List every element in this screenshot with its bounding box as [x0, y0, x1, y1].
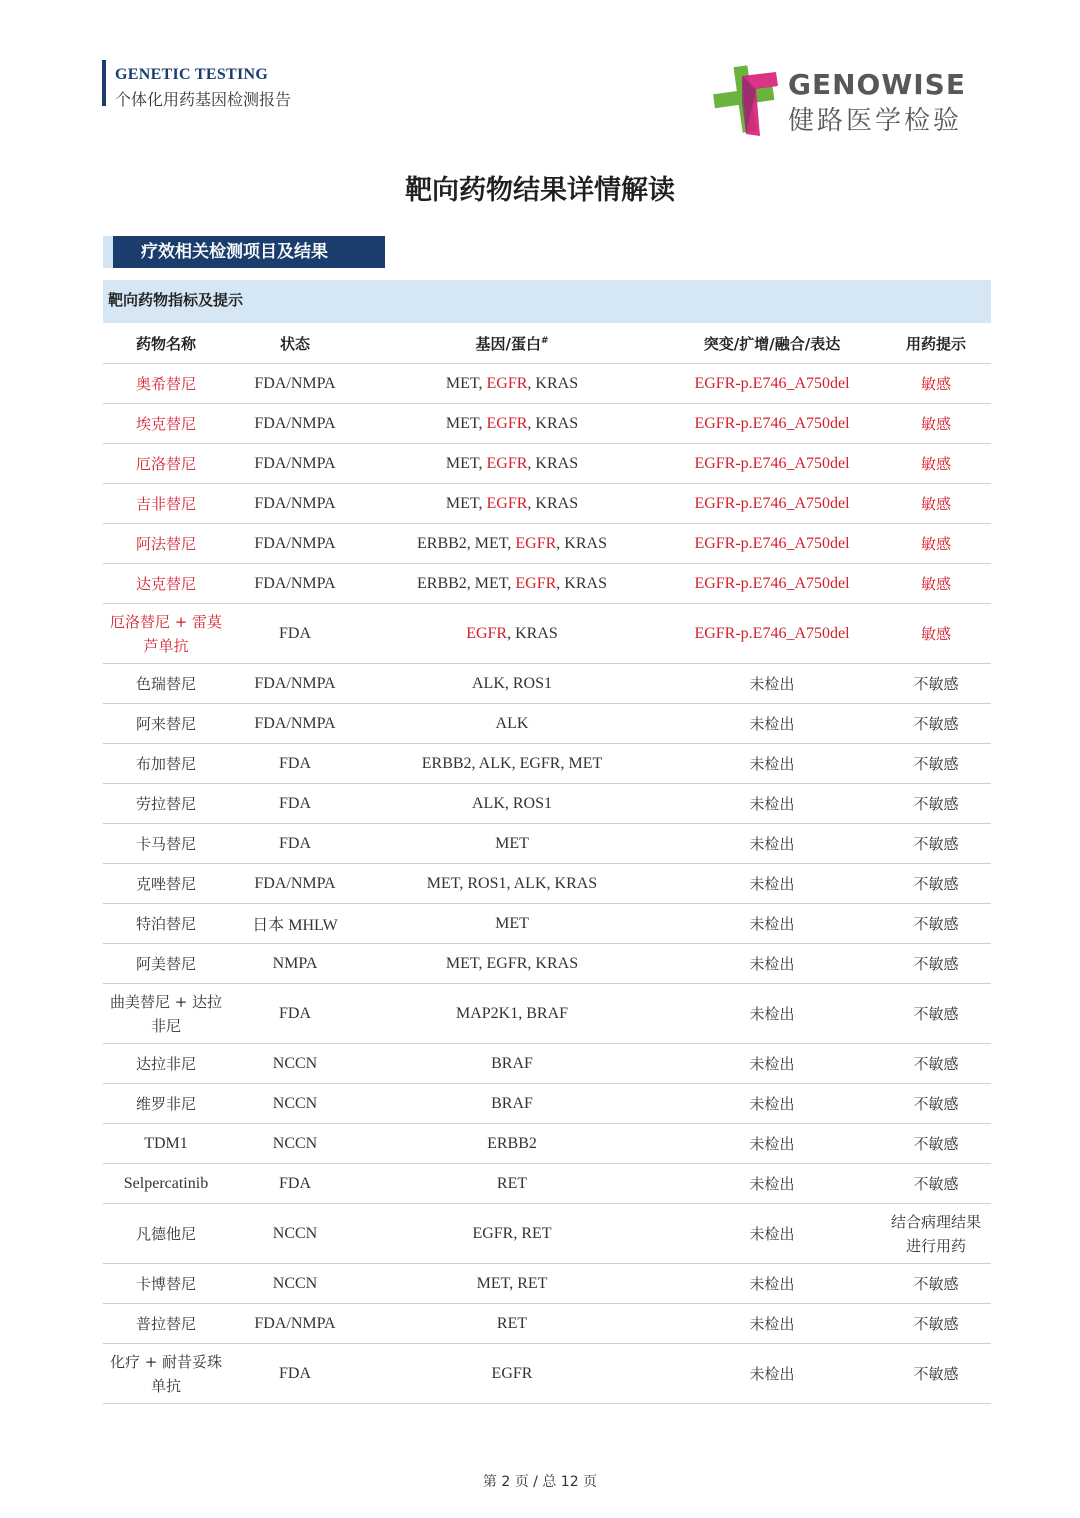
gene-name: KRAS: [554, 874, 598, 892]
mutation-result-cell: EGFR-p.E746_A750del: [663, 604, 881, 664]
logo-name-cn: 健路医学检验: [788, 106, 963, 136]
drug-name-cell: 凡德他尼: [103, 1204, 229, 1264]
gene-name: KRAS: [535, 454, 579, 472]
gene-name: ERBB2: [421, 754, 472, 772]
column-header-tip: 用药提示: [881, 324, 991, 364]
table-row: [103, 1344, 991, 1404]
gene-list-cell: MAP2K1, BRAF: [361, 984, 663, 1044]
drug-name-cell: 克唑替尼: [103, 864, 229, 904]
drug-name-cell: 布加替尼: [103, 744, 229, 784]
drug-tip-cell: 不敏感: [881, 904, 991, 944]
mutation-result-cell: 未检出: [663, 1164, 881, 1204]
approval-status-cell: FDA/NMPA: [229, 524, 361, 564]
gene-name: BRAF: [491, 1094, 533, 1112]
approval-status-cell: FDA/NMPA: [229, 444, 361, 484]
drug-name-cell: 厄洛替尼: [103, 444, 229, 484]
gene-name: MET: [445, 374, 479, 392]
gene-name: ROS1: [467, 874, 507, 892]
mutation-result-cell: 未检出: [663, 904, 881, 944]
drug-name-cell: 达拉非尼: [103, 1044, 229, 1084]
drug-tip-cell: 不敏感: [881, 944, 991, 984]
gene-list-cell: MET, EGFR, KRAS: [361, 944, 663, 984]
gene-list-cell: MET, EGFR, KRAS: [361, 364, 663, 404]
mutation-result-cell: 未检出: [663, 784, 881, 824]
approval-status-cell: FDA/NMPA: [229, 704, 361, 744]
drug-tip-cell: 敏感: [881, 444, 991, 484]
mutation-result-cell: EGFR-p.E746_A750del: [663, 404, 881, 444]
mutation-result-cell: 未检出: [663, 1204, 881, 1264]
gene-list-cell: ERBB2, ALK, EGFR, MET: [361, 744, 663, 784]
gene-name: ROS1: [512, 794, 552, 812]
mutation-result-cell: EGFR-p.E746_A750del: [663, 564, 881, 604]
section-title: 疗效相关检测项目及结果: [113, 236, 385, 268]
gene-list-cell: MET, EGFR, KRAS: [361, 484, 663, 524]
drug-tip-cell: 不敏感: [881, 984, 991, 1044]
company-logo: [712, 62, 982, 138]
table-row: [103, 364, 991, 404]
table-row: [103, 404, 991, 444]
table-row: [103, 524, 991, 564]
approval-status-cell: FDA/NMPA: [229, 664, 361, 704]
drug-name-cell: 埃克替尼: [103, 404, 229, 444]
approval-status-cell: FDA: [229, 1164, 361, 1204]
drug-name-cell: 奥希替尼: [103, 364, 229, 404]
mutation-result-cell: 未检出: [663, 1304, 881, 1344]
gene-name: RET: [517, 1274, 548, 1292]
table-row: [103, 564, 991, 604]
gene-name: MET: [476, 1274, 510, 1292]
gene-name: ALK: [513, 874, 547, 892]
drug-tip-cell: 不敏感: [881, 1084, 991, 1124]
mutation-result-cell: 未检出: [663, 704, 881, 744]
table-row: [103, 1304, 991, 1344]
gene-name: EGFR: [486, 414, 528, 432]
gene-name: RET: [521, 1224, 552, 1242]
table-row: [103, 984, 991, 1044]
page-number: 第 2 页 / 总 12 页: [482, 1474, 598, 1490]
gene-name: EGFR: [491, 1364, 533, 1382]
drug-tip-cell: 不敏感: [881, 864, 991, 904]
gene-name: EGFR: [515, 574, 557, 592]
gene-list-cell: ALK, ROS1: [361, 664, 663, 704]
gene-name: RET: [496, 1174, 528, 1192]
header-title-cn: 个体化用药基因检测报告: [115, 90, 292, 109]
gene-name: MET: [568, 754, 603, 772]
gene-list-cell: [361, 824, 663, 864]
gene-name: MET: [495, 834, 529, 852]
table-row: [103, 1044, 991, 1084]
table-row: [103, 444, 991, 484]
approval-status-cell: FDA: [229, 604, 361, 664]
gene-name: ERBB2: [417, 534, 467, 552]
mutation-result-cell: 未检出: [663, 984, 881, 1044]
table-row: [103, 1124, 991, 1164]
approval-status-cell: 日本 MHLW: [229, 904, 361, 944]
table-row: [103, 824, 991, 864]
gene-name: EGFR: [515, 534, 557, 552]
approval-status-cell: FDA: [229, 984, 361, 1044]
approval-status-cell: NCCN: [229, 1044, 361, 1084]
drug-name-cell: 阿美替尼: [103, 944, 229, 984]
gene-name: ALK: [471, 674, 505, 692]
drug-tip-cell: 不敏感: [881, 744, 991, 784]
drug-name-cell: 吉非替尼: [103, 484, 229, 524]
approval-status-cell: FDA/NMPA: [229, 864, 361, 904]
gene-name: KRAS: [535, 414, 579, 432]
gene-list-cell: [361, 704, 663, 744]
header-title-en: GENETIC TESTING: [115, 66, 269, 83]
gene-list-cell: MET, EGFR, KRAS: [361, 444, 663, 484]
drug-tip-cell: 不敏感: [881, 824, 991, 864]
approval-status-cell: FDA/NMPA: [229, 484, 361, 524]
table-row: [103, 1264, 991, 1304]
approval-status-cell: FDA/NMPA: [229, 1304, 361, 1344]
table-row: [103, 604, 991, 664]
drug-name-cell: 维罗非尼: [103, 1084, 229, 1124]
table-row: [103, 1164, 991, 1204]
gene-list-cell: ERBB2, MET, EGFR, KRAS: [361, 564, 663, 604]
table-header-row: [103, 324, 991, 364]
drug-tip-cell: 不敏感: [881, 784, 991, 824]
gene-list-cell: [361, 1304, 663, 1344]
column-header-gene-label: 基因/蛋白: [475, 335, 541, 353]
drug-tip-cell: 敏感: [881, 364, 991, 404]
drug-name-cell: 特泊替尼: [103, 904, 229, 944]
gene-name: ROS1: [512, 674, 552, 692]
drug-name-cell: TDM1: [103, 1124, 229, 1164]
logo-name-en: GENOWISE: [788, 68, 966, 101]
gene-name: KRAS: [535, 954, 579, 972]
gene-list-cell: [361, 1124, 663, 1164]
drug-results-table: [103, 324, 991, 1404]
gene-name: KRAS: [515, 624, 558, 642]
mutation-result-cell: EGFR-p.E746_A750del: [663, 524, 881, 564]
column-header-gene: [361, 324, 663, 364]
table-row: [103, 664, 991, 704]
drug-tip-cell: 敏感: [881, 604, 991, 664]
column-header-mutation: 突变/扩增/融合/表达: [663, 324, 881, 364]
drug-tip-cell: 敏感: [881, 404, 991, 444]
table-row: [103, 484, 991, 524]
mutation-result-cell: 未检出: [663, 944, 881, 984]
page-title: 靶向药物结果详情解读: [405, 175, 675, 206]
mutation-result-cell: 未检出: [663, 1124, 881, 1164]
gene-list-cell: EGFR, RET: [361, 1204, 663, 1264]
section-header: [103, 236, 385, 268]
gene-list-cell: MET, RET: [361, 1264, 663, 1304]
approval-status-cell: NCCN: [229, 1124, 361, 1164]
gene-name: EGFR: [472, 1224, 514, 1242]
mutation-result-cell: 未检出: [663, 1264, 881, 1304]
column-header-status: 状态: [229, 324, 361, 364]
gene-name: KRAS: [535, 374, 579, 392]
gene-name: EGFR: [519, 754, 561, 772]
table-row: [103, 904, 991, 944]
gene-name: EGFR: [466, 624, 508, 642]
approval-status-cell: FDA/NMPA: [229, 564, 361, 604]
drug-name-cell: 达克替尼: [103, 564, 229, 604]
header-accent-bar: [102, 60, 106, 106]
gene-name: ERBB2: [417, 574, 467, 592]
column-header-drug: 药物名称: [103, 324, 229, 364]
gene-name: MET: [474, 574, 508, 592]
mutation-result-cell: EGFR-p.E746_A750del: [663, 484, 881, 524]
gene-name: ALK: [471, 794, 505, 812]
gene-name: BRAF: [526, 1004, 569, 1022]
gene-list-cell: [361, 904, 663, 944]
table-row: [103, 744, 991, 784]
mutation-result-cell: 未检出: [663, 1044, 881, 1084]
approval-status-cell: FDA/NMPA: [229, 364, 361, 404]
approval-status-cell: FDA: [229, 744, 361, 784]
gene-name: EGFR: [486, 494, 528, 512]
table-row: [103, 1084, 991, 1124]
gene-list-cell: MET, ROS1, ALK, KRAS: [361, 864, 663, 904]
logo-cross-icon: [712, 62, 782, 138]
gene-name: KRAS: [564, 574, 607, 592]
gene-name: MET: [445, 954, 479, 972]
table-row: [103, 944, 991, 984]
mutation-result-cell: 未检出: [663, 744, 881, 784]
gene-name: EGFR: [486, 954, 528, 972]
gene-name: ALK: [495, 714, 529, 732]
mutation-result-cell: 未检出: [663, 1084, 881, 1124]
gene-list-cell: [361, 1164, 663, 1204]
gene-list-cell: [361, 1084, 663, 1124]
drug-tip-cell: 不敏感: [881, 1304, 991, 1344]
table-row: [103, 784, 991, 824]
gene-list-cell: [361, 1344, 663, 1404]
drug-tip-cell: 不敏感: [881, 1124, 991, 1164]
table-row: [103, 864, 991, 904]
gene-name: MET: [445, 494, 479, 512]
mutation-result-cell: 未检出: [663, 1344, 881, 1404]
mutation-result-cell: 未检出: [663, 664, 881, 704]
drug-tip-cell: 敏感: [881, 564, 991, 604]
approval-status-cell: FDA: [229, 824, 361, 864]
drug-tip-cell: 不敏感: [881, 1264, 991, 1304]
drug-tip-cell: 敏感: [881, 524, 991, 564]
gene-note-mark: #: [540, 336, 549, 346]
gene-name: EGFR: [486, 454, 528, 472]
drug-tip-cell: 敏感: [881, 484, 991, 524]
gene-name: MAP2K1: [455, 1004, 519, 1022]
gene-name: BRAF: [491, 1054, 533, 1072]
drug-tip-cell: 结合病理结果进行用药: [881, 1204, 991, 1264]
gene-list-cell: ERBB2, MET, EGFR, KRAS: [361, 524, 663, 564]
drug-tip-cell: 不敏感: [881, 1344, 991, 1404]
approval-status-cell: FDA/NMPA: [229, 404, 361, 444]
gene-list-cell: [361, 1044, 663, 1084]
approval-status-cell: NCCN: [229, 1204, 361, 1264]
mutation-result-cell: 未检出: [663, 864, 881, 904]
drug-name-cell: 色瑞替尼: [103, 664, 229, 704]
mutation-result-cell: 未检出: [663, 824, 881, 864]
table-row: [103, 1204, 991, 1264]
drug-tip-cell: 不敏感: [881, 1164, 991, 1204]
drug-name-cell: 曲美替尼 + 达拉非尼: [103, 984, 229, 1044]
approval-status-cell: NCCN: [229, 1264, 361, 1304]
gene-name: KRAS: [535, 494, 579, 512]
gene-name: ALK: [478, 754, 512, 772]
gene-name: MET: [474, 534, 508, 552]
drug-name-cell: 普拉替尼: [103, 1304, 229, 1344]
gene-name: MET: [445, 414, 479, 432]
subsection-header: 靶向药物指标及提示: [103, 280, 991, 323]
table-row: [103, 704, 991, 744]
drug-name-cell: 化疗 + 耐昔妥珠单抗: [103, 1344, 229, 1404]
drug-tip-cell: 不敏感: [881, 1044, 991, 1084]
drug-name-cell: 阿来替尼: [103, 704, 229, 744]
gene-name: MET: [495, 914, 529, 932]
drug-name-cell: 卡博替尼: [103, 1264, 229, 1304]
drug-name-cell: 厄洛替尼 + 雷莫芦单抗: [103, 604, 229, 664]
gene-list-cell: ALK, ROS1: [361, 784, 663, 824]
gene-list-cell: MET, EGFR, KRAS: [361, 404, 663, 444]
mutation-result-cell: EGFR-p.E746_A750del: [663, 444, 881, 484]
approval-status-cell: NCCN: [229, 1084, 361, 1124]
gene-list-cell: EGFR, KRAS: [361, 604, 663, 664]
mutation-result-cell: EGFR-p.E746_A750del: [663, 364, 881, 404]
gene-name: KRAS: [564, 534, 607, 552]
gene-name: EGFR: [486, 374, 528, 392]
drug-tip-cell: 不敏感: [881, 664, 991, 704]
drug-name-cell: Selpercatinib: [103, 1164, 229, 1204]
approval-status-cell: FDA: [229, 1344, 361, 1404]
gene-name: MET: [426, 874, 460, 892]
approval-status-cell: NMPA: [229, 944, 361, 984]
drug-name-cell: 劳拉替尼: [103, 784, 229, 824]
drug-tip-cell: 不敏感: [881, 704, 991, 744]
gene-name: ERBB2: [487, 1134, 537, 1152]
approval-status-cell: FDA: [229, 784, 361, 824]
gene-name: RET: [496, 1314, 528, 1332]
gene-name: MET: [445, 454, 479, 472]
drug-name-cell: 卡马替尼: [103, 824, 229, 864]
drug-name-cell: 阿法替尼: [103, 524, 229, 564]
